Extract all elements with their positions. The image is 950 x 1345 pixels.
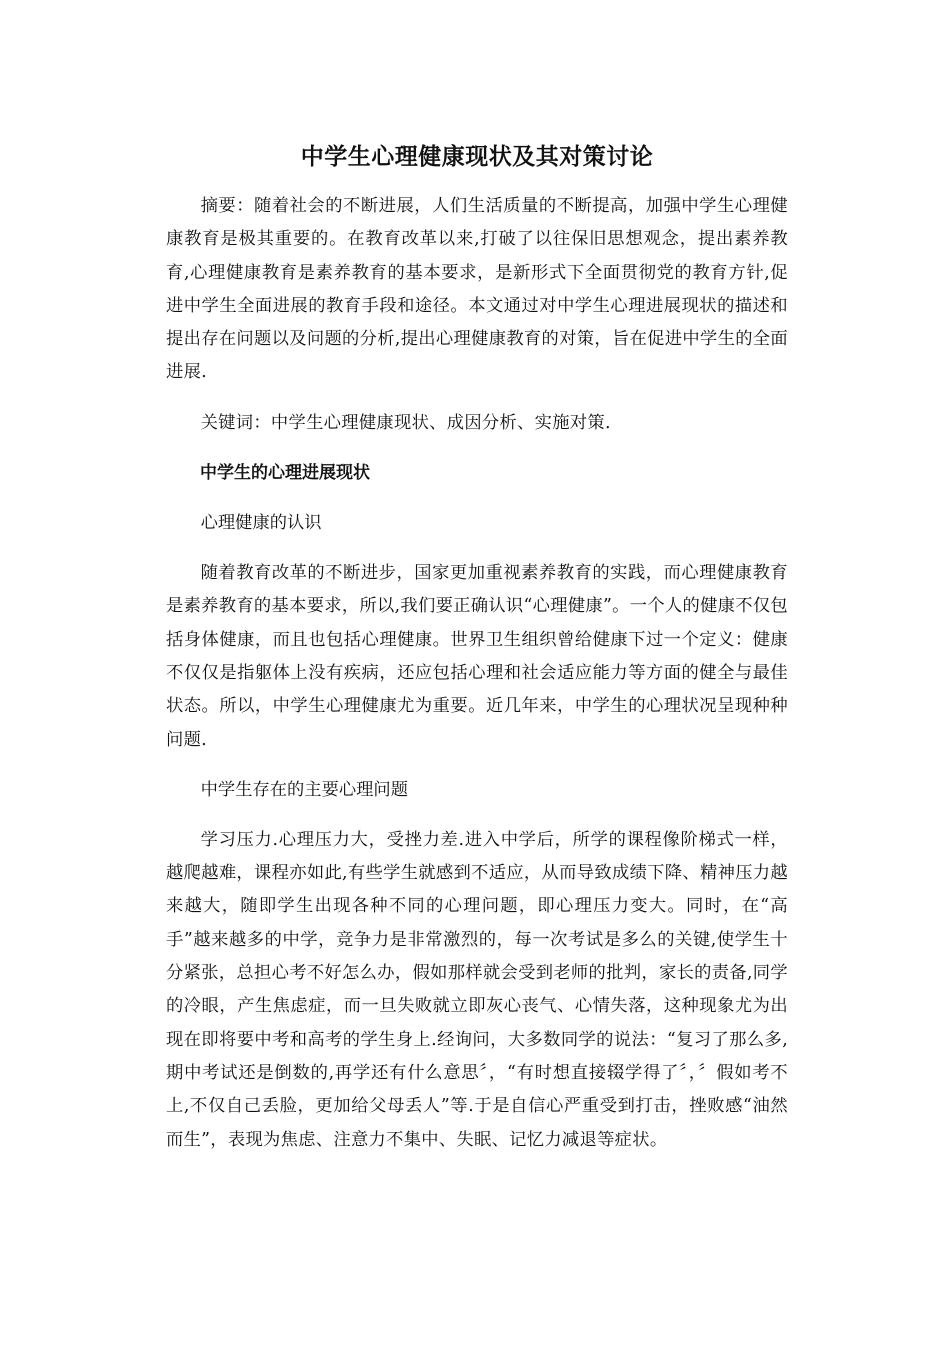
section-heading: 中学生的心理进展现状 <box>200 463 370 484</box>
subsection-heading-problems: 中学生存在的主要心理问题 <box>200 779 408 800</box>
subsection-heading-understanding: 心理健康的认识 <box>200 513 322 534</box>
document-title: 中学生心理健康现状及其对策讨论 <box>300 144 654 170</box>
document-body <box>166 140 788 1174</box>
keywords-paragraph: 关键词：中学生心理健康现状、成因分析、实施对策. <box>200 412 611 433</box>
abstract-paragraph: 摘要：随着社会的不断进展，人们生活质量的不断提高，加强中学生心理健康教育是极其重要的。在教育改革以来,打破了以往保旧思想观念，提出素养教育,心理健康教育是素养教育的基本要求，是新形式下全面贯彻党的教育方针,促进中学生全面进展的教育手段和途径。本文通过对中学生心理进展现状的描述和提出存在问题以及问题的分析,提出心理健康教育的对策，旨在促进中学生的全面进展. <box>166 196 788 383</box>
understanding-paragraph: 随着教育改革的不断进步，国家更加重视素养教育的实践，而心理健康教育是素养教育的基本要求，所以,我们要正确认识“心理健康”。一个人的健康不仅包括身体健康，而且也包括心理健康。世界卫生组织曾给健康下过一个定义：健康不仅仅是指躯体上没有疾病，还应包括心理和社会适应能力等方面的健全与最佳状态。所以，中学生心理健康尤为重要。近几年来，中学生的心理状况呈现种种问题. <box>166 563 788 750</box>
problems-paragraph: 学习压力.心理压力大，受挫力差.进入中学后，所学的课程像阶梯式一样，越爬越难，课程亦如此,有些学生就感到不适应，从而导致成绩下降、精神压力越来越大，随即学生出现各种不同的心理问题，即心理压力变大。同时，在“高手”越来越多的中学，竞争力是非常激烈的，每一次考试是多么的关键,使学生十分紧张，总担心考不好怎么办，假如那样就会受到老师的批判，家长的责备,同学的冷眼，产生焦虑症，而一旦失败就立即灰心丧气、心情失落，这种现象尤为出现在即将要中考和高考的学生身上.经询问，大多数同学的说法：“复习了那么多,期中考试还是倒数的,再学还有什么意思〞，“有时想直接辍学得了〞，〞假如考不上,不仅自己丢脸，更加给父母丢人”等.于是自信心严重受到打击，挫败感“油然而生”，表现为焦虑、注意力不集中、失眠、记忆力减退等症状。 <box>166 829 788 1150</box>
